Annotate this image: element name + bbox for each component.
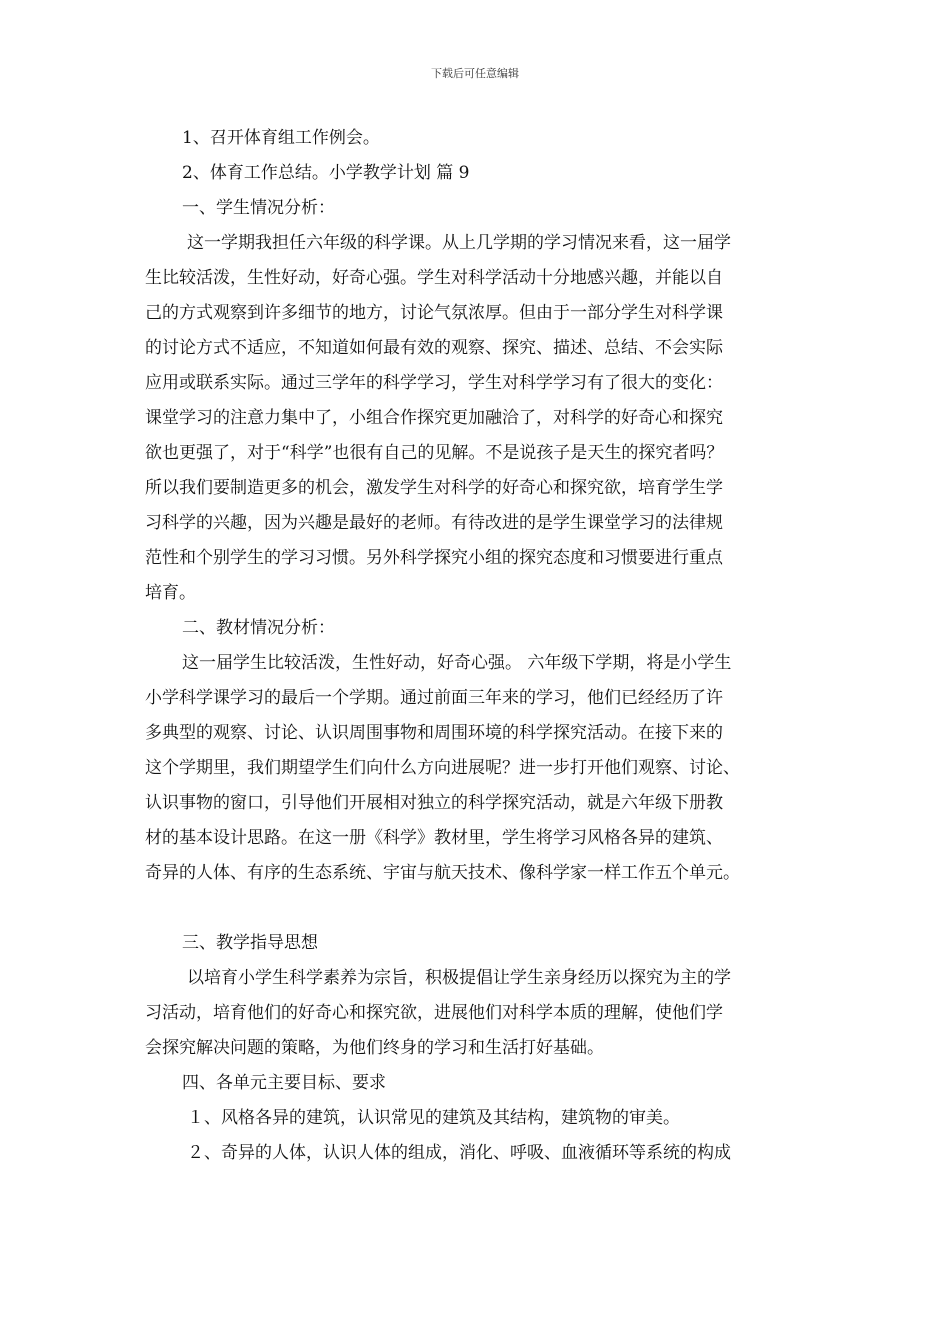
text-line: 小学科学课学习的最后一个学期。通过前面三年来的学习，他们已经经历了许	[145, 688, 723, 708]
text-line: 2、体育工作总结。小学教学计划 篇 9	[182, 163, 470, 183]
blank-line	[145, 891, 835, 926]
text-line: 认识事物的窗口，引导他们开展相对独立的科学探究活动，就是六年级下册教	[145, 793, 723, 813]
section-heading: 一、学生情况分析：	[182, 198, 335, 218]
text-line: 1、召开体育组工作例会。	[182, 128, 380, 148]
text-line: 应用或联系实际。通过三学年的科学学习，学生对科学学习有了很大的变化：	[145, 373, 723, 393]
text-line: 奇异的人体、有序的生态系统、宇宙与航天技术、像科学家一样工作五个单元。	[145, 863, 740, 883]
list-item: ２、奇异的人体，认识人体的组成，消化、呼吸、血液循环等系统的构成	[187, 1143, 731, 1163]
list-item: １、风格各异的建筑，认识常见的建筑及其结构，建筑物的审美。	[187, 1108, 680, 1128]
text-line: 这一届学生比较活泼，生性好动，好奇心强。 六年级下学期，将是小学生	[182, 653, 732, 673]
text-line: 课堂学习的注意力集中了，小组合作探究更加融洽了，对科学的好奇心和探究	[145, 408, 723, 428]
text-line: 这个学期里，我们期望学生们向什么方向进展呢？进一步打开他们观察、讨论、	[145, 758, 740, 778]
text-line: 欲也更强了，对于“科学”也很有自己的见解。不是说孩子是天生的探究者吗？	[145, 443, 724, 463]
text-line: 习科学的兴趣，因为兴趣是最好的老师。有待改进的是学生课堂学习的法律规	[145, 513, 723, 533]
text-line: 生比较活泼，生性好动，好奇心强。学生对科学活动十分地感兴趣，并能以自	[145, 268, 723, 288]
text-line: 己的方式观察到许多细节的地方，讨论气氛浓厚。但由于一部分学生对科学课	[145, 303, 723, 323]
text-line: 会探究解决问题的策略，为他们终身的学习和生活打好基础。	[145, 1038, 604, 1058]
section-heading: 三、教学指导思想	[182, 933, 318, 953]
section-heading: 二、教材情况分析：	[182, 618, 335, 638]
page-header: 下载后可任意编辑	[431, 67, 519, 80]
document-body	[145, 121, 835, 1171]
text-line: 习活动，培育他们的好奇心和探究欲，进展他们对科学本质的理解，使他们学	[145, 1003, 723, 1023]
section-heading: 四、各单元主要目标、要求	[182, 1073, 386, 1093]
text-line: 这一学期我担任六年级的科学课。从上几学期的学习情况来看，这一届学	[187, 233, 731, 253]
text-line: 所以我们要制造更多的机会，激发学生对科学的好奇心和探究欲，培育学生学	[145, 478, 723, 498]
text-line: 培育。	[145, 583, 196, 603]
text-line: 材的基本设计思路。在这一册《科学》教材里，学生将学习风格各异的建筑、	[145, 828, 723, 848]
text-line: 多典型的观察、讨论、认识周围事物和周围环境的科学探究活动。在接下来的	[145, 723, 723, 743]
text-line: 以培育小学生科学素养为宗旨，积极提倡让学生亲身经历以探究为主的学	[187, 968, 731, 988]
text-line: 的讨论方式不适应，不知道如何最有效的观察、探究、描述、总结、不会实际	[145, 338, 723, 358]
text-line: 范性和个别学生的学习习惯。另外科学探究小组的探究态度和习惯要进行重点	[145, 548, 723, 568]
